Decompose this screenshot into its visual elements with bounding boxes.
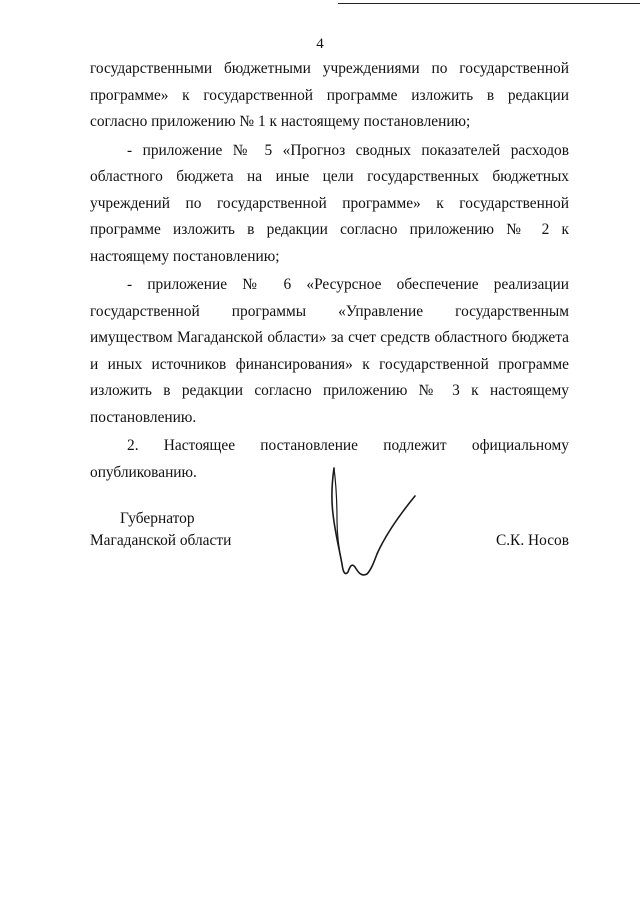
handwritten-signature [315,462,425,587]
signer-name: С.К. Носов [495,532,569,549]
signer-position: Губернатор [120,510,195,527]
signature-stroke [332,468,415,575]
paragraph-continuation: государственными бюджетными учреждениями по государственной программе» к государственной программе изложить в редакции согласно приложению № 1 к настоящему постановлению; [90,60,569,130]
top-rule [338,3,640,4]
signer-region: Магаданской области [90,532,232,549]
paragraph-publication: 2. Настоящее постановление подлежит официальному опубликованию. [90,437,569,481]
signature-stroke-secondary [334,468,342,564]
paragraph-appendix-6: - приложение № 6 «Ресурсное обеспечение реализации государственной программы «Управление государственным имуществом Магаданской области» за счет средств областного бюджета и иных источников финансирования» к государственной программе изложить в редакции согласно приложению № 3 к настоящему постановлению. [90,276,569,426]
document-body [90,56,569,488]
page-number: 4 [316,36,324,52]
paragraph-appendix-5: - приложение № 5 «Прогноз сводных показателей расходов областного бюджета на иные цели государственных бюджетных учреждений по государственной программе» к государственной программе изложить в редакции согласно приложению № 2 к настоящему постановлению; [90,141,569,265]
signer-title [90,508,290,552]
